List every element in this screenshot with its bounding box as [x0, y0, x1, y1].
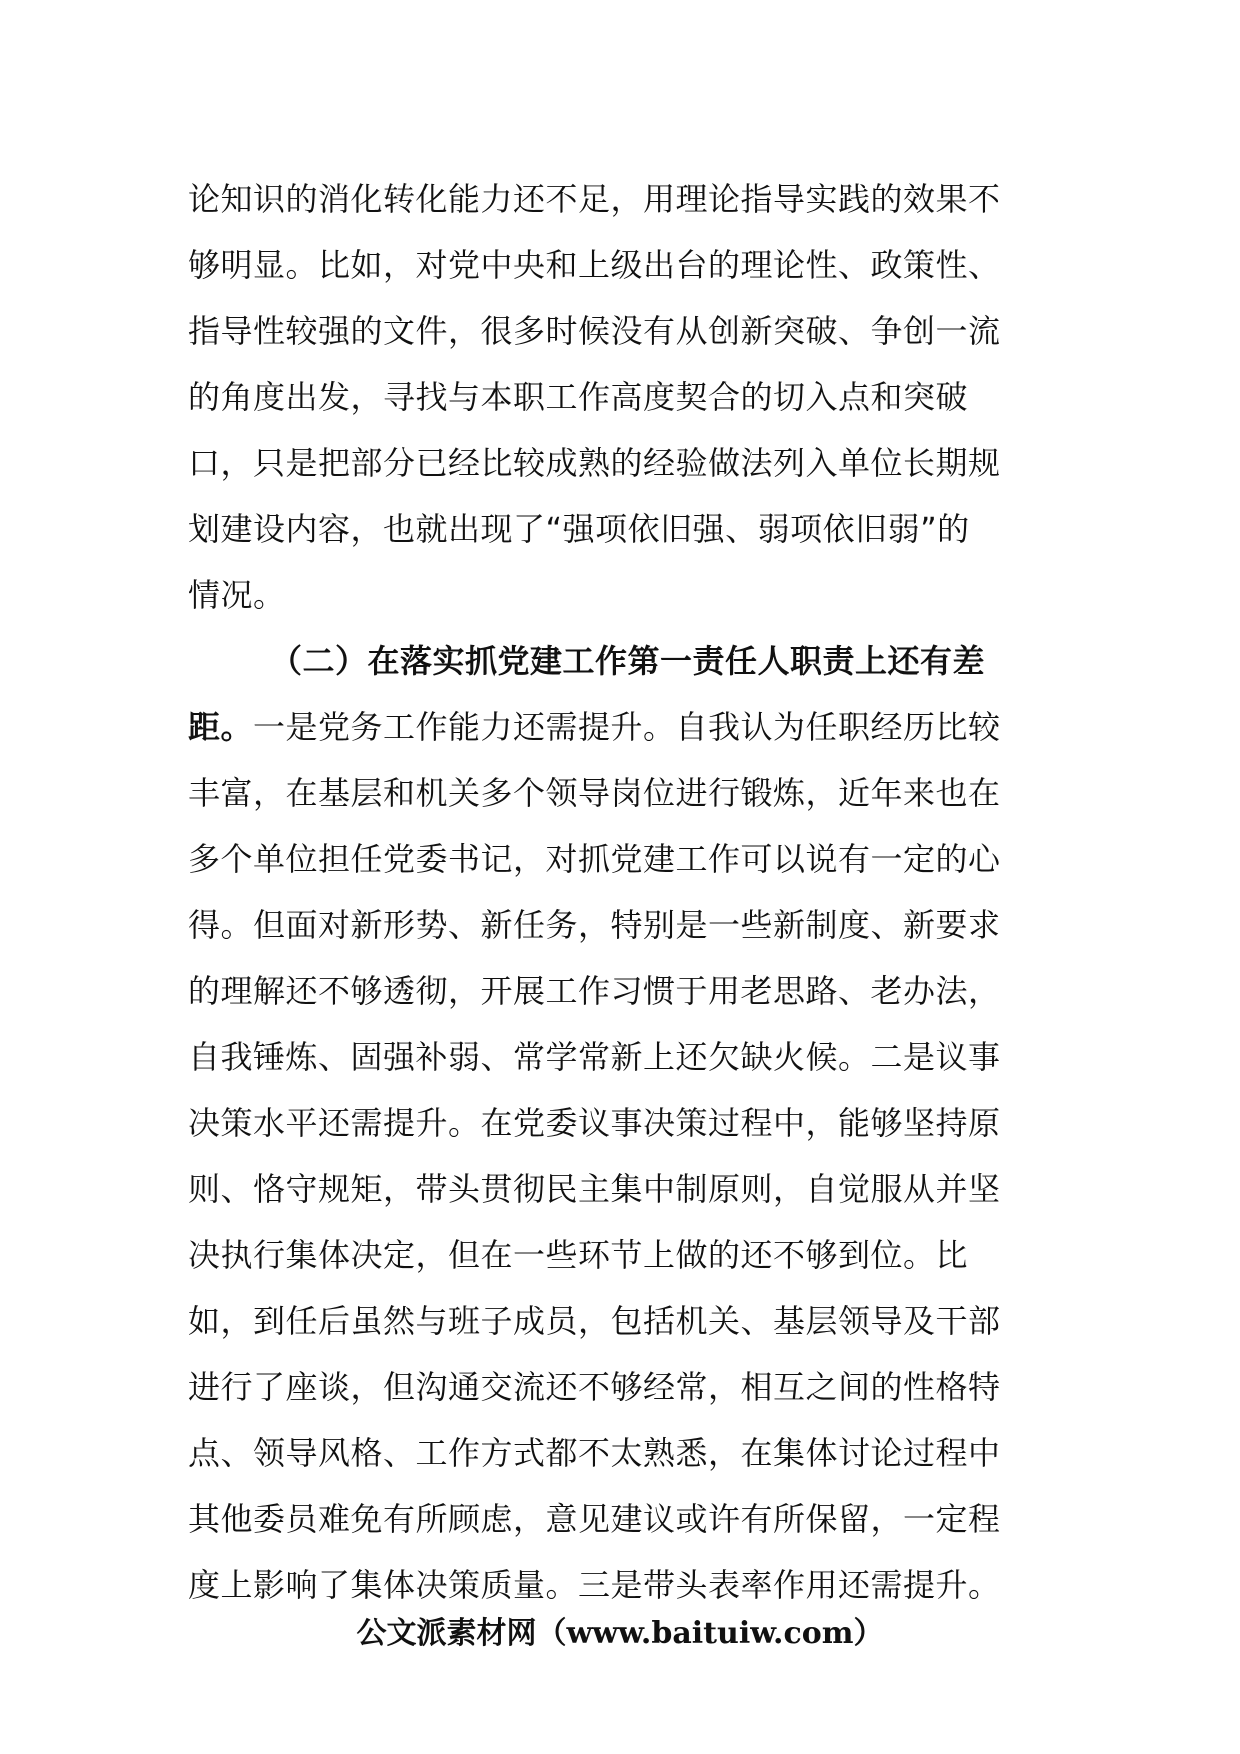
section-text-line-5: 自我锤炼、固强补弱、常学常新上还欠缺火候。二是议事	[188, 1038, 1001, 1076]
section-text-line-10: 进行了座谈，但沟通交流还不够经常，相互之间的性格特	[188, 1368, 1001, 1406]
footer-close: ）	[853, 1616, 884, 1651]
section-heading-end: 距。	[188, 708, 254, 746]
footer-url: www.baituiw.com	[566, 1616, 854, 1651]
text-line-1: 论知识的消化转化能力还不足，用理论指导实践的效果不	[188, 180, 1001, 218]
section-text-line-12: 其他委员难免有所顾虑，意见建议或许有所保留，一定程	[188, 1500, 1001, 1538]
text-line-3: 指导性较强的文件，很多时候没有从创新突破、争创一流	[188, 312, 1001, 350]
section-text-line-3: 得。但面对新形势、新任务，特别是一些新制度、新要求	[188, 906, 1001, 944]
section-text-line-8: 决执行集体决定，但在一些环节上做的还不够到位。比	[188, 1236, 969, 1274]
page-footer	[0, 1612, 1240, 1656]
text-line-4: 的角度出发，寻找与本职工作高度契合的切入点和突破	[188, 378, 969, 416]
section-text-line-1: 丰富，在基层和机关多个领导岗位进行锻炼，近年来也在	[188, 774, 1001, 812]
section-line-rest: 一是党务工作能力还需提升。自我认为任职经历比较	[253, 708, 1001, 746]
document-body	[188, 166, 1064, 1618]
text-line-2: 够明显。比如，对党中央和上级出台的理论性、政策性、	[188, 246, 1001, 284]
text-line-5: 口，只是把部分已经比较成熟的经验做法列入单位长期规	[188, 444, 1001, 482]
section-text-line-11: 点、领导风格、工作方式都不太熟悉，在集体讨论过程中	[188, 1434, 1001, 1472]
section-text-line-4: 的理解还不够透彻，开展工作习惯于用老思路、老办法，	[188, 972, 1001, 1010]
section-text-line-13: 度上影响了集体决策质量。三是带头表率作用还需提升。	[188, 1566, 1001, 1604]
section-heading-continuation	[188, 694, 1064, 760]
section-text-line-9: 如，到任后虽然与班子成员，包括机关、基层领导及干部	[188, 1302, 1001, 1340]
text-line-7: 情况。	[188, 576, 286, 614]
text-line-6: 划建设内容，也就出现了“强项依旧强、弱项依旧弱”的	[188, 510, 970, 548]
section-text-line-6: 决策水平还需提升。在党委议事决策过程中，能够坚持原	[188, 1104, 1001, 1142]
section-heading: （二）在落实抓党建工作第一责任人职责上还有差	[270, 642, 986, 680]
section-text-line-2: 多个单位担任党委书记，对抓党建工作可以说有一定的心	[188, 840, 1001, 878]
section-text-line-7: 则、恪守规矩，带头贯彻民主集中制原则，自觉服从并坚	[188, 1170, 1001, 1208]
footer-site-name: 公文派素材网（	[356, 1616, 567, 1651]
